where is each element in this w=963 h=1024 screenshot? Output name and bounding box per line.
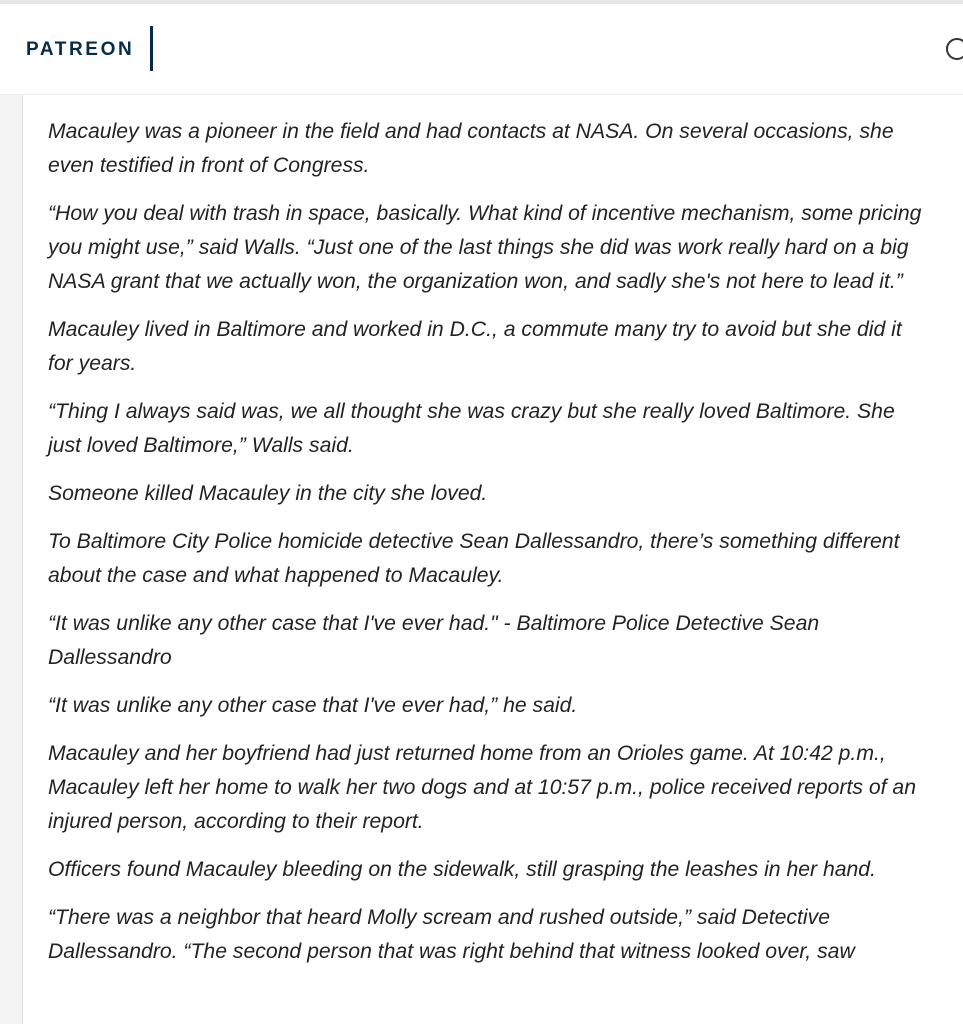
article-paragraph: “How you deal with trash in space, basically. What kind of incentive mechanism, some pricing you might use,” said Walls. “Just one of the last things she did was work really hard on a big NASA grant that we actually won, the organization won, and sadly she's not here to lead it.” [48,202,922,293]
article-body [22,95,963,1024]
logo-divider-bar [150,26,153,71]
patreon-logo[interactable]: PATREON [26,39,135,60]
article-paragraph: Macauley was a pioneer in the field and had contacts at NASA. On several occasions, she even testified in front of Congress. [48,120,894,177]
article-paragraph: Someone killed Macauley in the city she loved. [48,482,488,505]
pull-quote: “It was unlike any other case that I've ever had." - Baltimore Police Detective Sean Dallessandro [48,612,820,669]
article-paragraph: Macauley lived in Baltimore and worked in D.C., a commute many try to avoid but she did it for years. [48,318,902,375]
article-paragraph: “It was unlike any other case that I've ever had,” he said. [48,694,578,717]
site-header [0,4,963,95]
article-paragraph: “There was a neighbor that heard Molly scream and rushed outside,” said Detective Dallessandro. “The second person that was right behind that witness looked over, saw [48,906,855,963]
article-paragraph: Macauley and her boyfriend had just returned home from an Orioles game. At 10:42 p.m., Macauley left her home to walk her two dogs and at 10:57 p.m., police received reports of an injured person, according to their report. [48,742,916,833]
article-paragraph: Officers found Macauley bleeding on the sidewalk, still grasping the leashes in her hand. [48,858,876,881]
article-paragraph: “Thing I always said was, we all thought she was crazy but she really loved Baltimore. She just loved Baltimore,” Walls said. [48,400,895,457]
search-icon[interactable] [946,38,963,60]
article-content [48,115,928,983]
article-paragraph: To Baltimore City Police homicide detective Sean Dallessandro, there’s something different about the case and what happened to Macauley. [48,530,900,587]
